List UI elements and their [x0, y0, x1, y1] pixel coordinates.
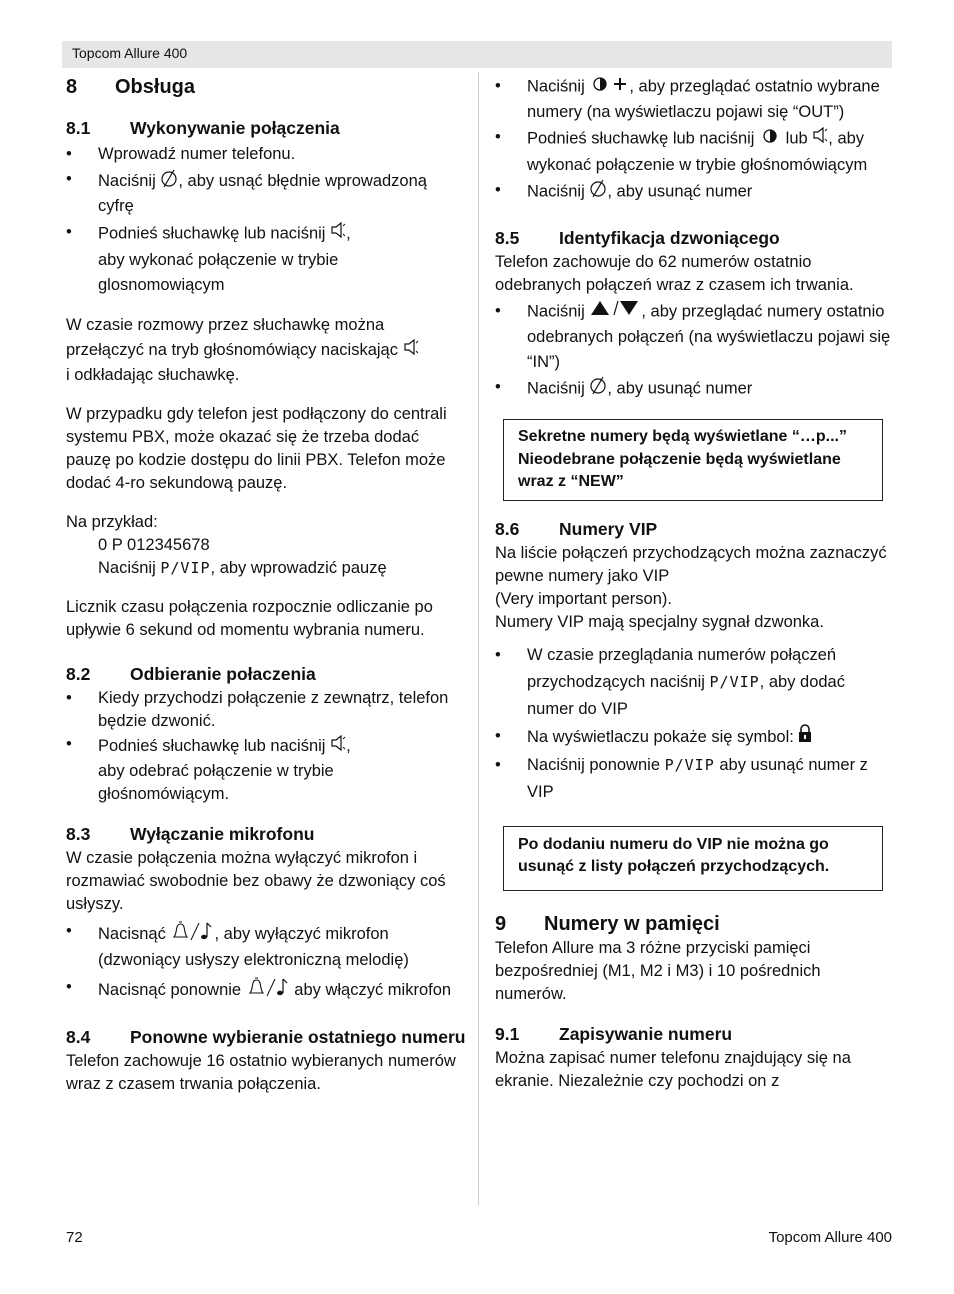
section-number: 9.1 [495, 1023, 520, 1044]
list-item-text: , aby usunąć numer [607, 379, 753, 398]
list-item [495, 723, 895, 752]
paragraph: W przypadku gdy telefon jest podłączony do centrali systemu PBX, może okazać się że trzeba dodać pauzę po kodzie dostępu do linii PBX. Telefon może dodać 4-ro sekundową pauzę. [66, 405, 447, 492]
paragraph: (Very important person). [495, 589, 672, 608]
list-item-text: aby usunąć numer z VIP [527, 755, 868, 801]
paragraph-text: Naciśnij [98, 559, 156, 577]
paragraph [66, 314, 466, 387]
list-item [495, 375, 895, 403]
right-column [495, 74, 895, 1093]
header-title: Topcom Allure 400 [72, 45, 188, 61]
speaker-key-icon [330, 733, 346, 760]
bullet-list [66, 687, 466, 806]
pvip-key-label: P/VIP [664, 755, 715, 774]
section-number: 8.5 [495, 228, 520, 248]
section-title: Wyłączanie mikrofonu [130, 824, 315, 844]
list-item-text: Wprowadź numer telefonu. [98, 145, 296, 163]
page-number: 72 [66, 1229, 83, 1246]
list-item-text: Naciśnij ponownie [527, 755, 660, 774]
bullet-list [495, 642, 895, 806]
column-divider [478, 72, 479, 1206]
list-item-text: Naciśnij [98, 171, 156, 190]
lock-icon [798, 723, 812, 752]
section-heading-9-1 [495, 1022, 895, 1047]
pvip-key-label: P/VIP [160, 559, 211, 577]
list-item [495, 74, 895, 125]
list-item-text: Naciśnij [527, 77, 585, 96]
section-number: 8 [66, 76, 78, 98]
section-title: Wykonywanie połączenia [130, 118, 340, 138]
up-down-arrow-icon [589, 299, 641, 325]
note-text: Po dodaniu numeru do VIP nie można go usunąć z listy połączeń przychodzących. [518, 835, 830, 875]
list-item-text: , [346, 224, 351, 243]
mute-bell-key-icon [246, 976, 290, 1005]
section-number: 8.1 [66, 118, 91, 138]
list-item-text: Podnieś słuchawkę lub naciśnij [527, 129, 755, 148]
section-heading-8-6 [495, 517, 895, 542]
list-item-text: Naciśnij [527, 302, 585, 321]
list-item [66, 687, 466, 733]
list-item-text: , aby wyłączyć mikrofon (dzwoniący usłyszy elektroniczną melodię) [98, 924, 409, 969]
paragraph: Można zapisać numer telefonu znajdujący się na ekranie. Niezależnie czy pochodzi on z [495, 1048, 851, 1090]
note-text: Sekretne numery będą wyświetlane “…p...” [518, 428, 847, 445]
bullet-list [66, 920, 466, 1005]
list-item [495, 642, 895, 723]
list-item-text: Na wyświetlaczu pokaże się symbol: [527, 727, 794, 746]
paragraph: Numery VIP mają specjalny sygnał dzwonka. [495, 612, 824, 631]
speaker-key-icon [812, 125, 828, 153]
list-item-text: Podnieś słuchawkę lub naciśnij [98, 224, 326, 243]
speaker-key-icon [330, 220, 346, 248]
paragraph: W czasie połączenia można wyłączyć mikrofon i rozmawiać swobodnie bez obawy że dzwoniący coś usłyszy. [66, 849, 446, 913]
paragraph-text: i odkładając słuchawkę. [66, 366, 240, 384]
list-item-text: , aby usunąć numer [607, 182, 753, 201]
section-title: Zapisywanie numeru [559, 1023, 733, 1044]
section-heading-8 [66, 74, 466, 100]
paragraph-text: W czasie rozmowy przez słuchawkę można przełączyć na tryb głośnomówiący naciskając [66, 316, 398, 359]
list-item-text: , aby usnąć błędnie wprowadzoną cyfrę [98, 171, 427, 215]
delete-key-icon [589, 375, 607, 403]
paragraph: Telefon zachowuje 16 ostatnio wybieranych numerów wraz z czasem trwania połączenia. [66, 1052, 456, 1093]
note-text: Nieodebrane połączenie będą wyświetlane wraz z “NEW” [518, 450, 841, 490]
section-title: Numery VIP [559, 518, 658, 539]
list-item [495, 299, 895, 375]
delete-key-icon [160, 168, 178, 195]
list-item [495, 752, 895, 806]
list-item-text: , aby dodać numer do VIP [527, 672, 845, 718]
list-item [66, 168, 466, 218]
list-item [66, 733, 466, 806]
footer-title: Topcom Allure 400 [768, 1229, 892, 1246]
list-item-text: W czasie przeglądania numerów połączeń przychodzących naciśnij [527, 645, 837, 691]
list-item-text: , aby wykonać połączenie w trybie głośnomówiącym [527, 129, 868, 174]
list-item [495, 125, 895, 178]
example-label: Na przykład: [66, 513, 158, 531]
list-item-text: Kiedy przychodzi połączenie z zewnątrz, telefon będzie dzwonić. [98, 689, 449, 730]
mute-bell-key-icon [170, 920, 214, 949]
section-number: 8.6 [495, 518, 520, 539]
bullet-list [495, 299, 895, 403]
section-heading-8-4 [66, 1025, 466, 1050]
bullet-list [66, 143, 466, 298]
section-title: Obsługa [115, 76, 196, 98]
list-item-text: lub [785, 129, 808, 148]
list-item [66, 220, 466, 298]
section-title: Numery w pamięci [544, 912, 720, 935]
list-item-text: , [346, 736, 351, 755]
list-item-text: aby odebrać połączenie w trybie głośnomówiącym. [98, 762, 334, 803]
paragraph: Telefon zachowuje do 62 numerów ostatnio odebranych połączeń wraz z czasem ich trwania. [495, 253, 854, 294]
section-heading-8-5 [495, 226, 895, 251]
list-item-text: Naciśnij [527, 182, 585, 201]
note-box [503, 826, 883, 891]
list-item-text: aby wykonać połączenie w trybie glosnomowiącym [98, 251, 339, 294]
example-instruction [66, 557, 466, 580]
section-title: Odbieranie połaczenia [130, 664, 316, 684]
section-heading-8-3 [66, 822, 466, 847]
delete-key-icon [589, 178, 607, 206]
list-item-text: Nacisnąć [98, 924, 166, 943]
list-item-text: , aby przeglądać numery ostatnio odebranych połączeń (na wyświetlaczu pojawi się “IN”) [527, 302, 891, 371]
paragraph-text: , aby wprowadzić pauzę [210, 559, 387, 577]
left-column [66, 74, 466, 1096]
list-item [66, 976, 466, 1005]
example-number: 0 P 012345678 [98, 536, 210, 554]
section-number: 8.2 [66, 664, 91, 684]
running-header [62, 41, 892, 68]
section-title: Identyfikacja dzwoniącego [559, 228, 780, 248]
list-item [495, 178, 895, 206]
list-item [66, 920, 466, 972]
list-item-text: Podnieś słuchawkę lub naciśnij [98, 736, 326, 755]
paragraph: Na liście połączeń przychodzących można zaznaczyć pewne numery jako VIP [495, 543, 887, 585]
section-heading-8-1 [66, 116, 466, 141]
section-number: 8.4 [66, 1027, 91, 1047]
section-number: 9 [495, 912, 507, 935]
paragraph: Telefon Allure ma 3 różne przyciski pamięci bezpośredniej (M1, M2 i M3) i 10 pośrednich numerów. [495, 938, 821, 1003]
list-item-text: aby włączyć mikrofon [294, 980, 452, 999]
speaker-key-icon [403, 337, 419, 364]
bullet-list [495, 74, 895, 206]
list-item [66, 143, 466, 166]
talk-key-icon [759, 126, 781, 152]
pvip-key-label: P/VIP [709, 672, 760, 691]
list-item-text: , aby przeglądać ostatnio wybrane numery (na wyświetlaczu pojawi się “OUT”) [527, 77, 880, 121]
redial-plus-key-icon [589, 74, 629, 100]
section-number: 8.3 [66, 824, 91, 844]
list-item-text: Naciśnij [527, 379, 585, 398]
paragraph: Licznik czasu połączenia rozpocznie odliczanie po upływie 6 sekund od momentu wybrania numeru. [66, 598, 433, 639]
section-heading-8-2 [66, 662, 466, 687]
note-box [503, 419, 883, 501]
section-title: Ponowne wybieranie ostatniego numeru [130, 1027, 466, 1047]
section-heading-9 [495, 911, 895, 937]
list-item-text: Nacisnąć ponownie [98, 980, 242, 999]
